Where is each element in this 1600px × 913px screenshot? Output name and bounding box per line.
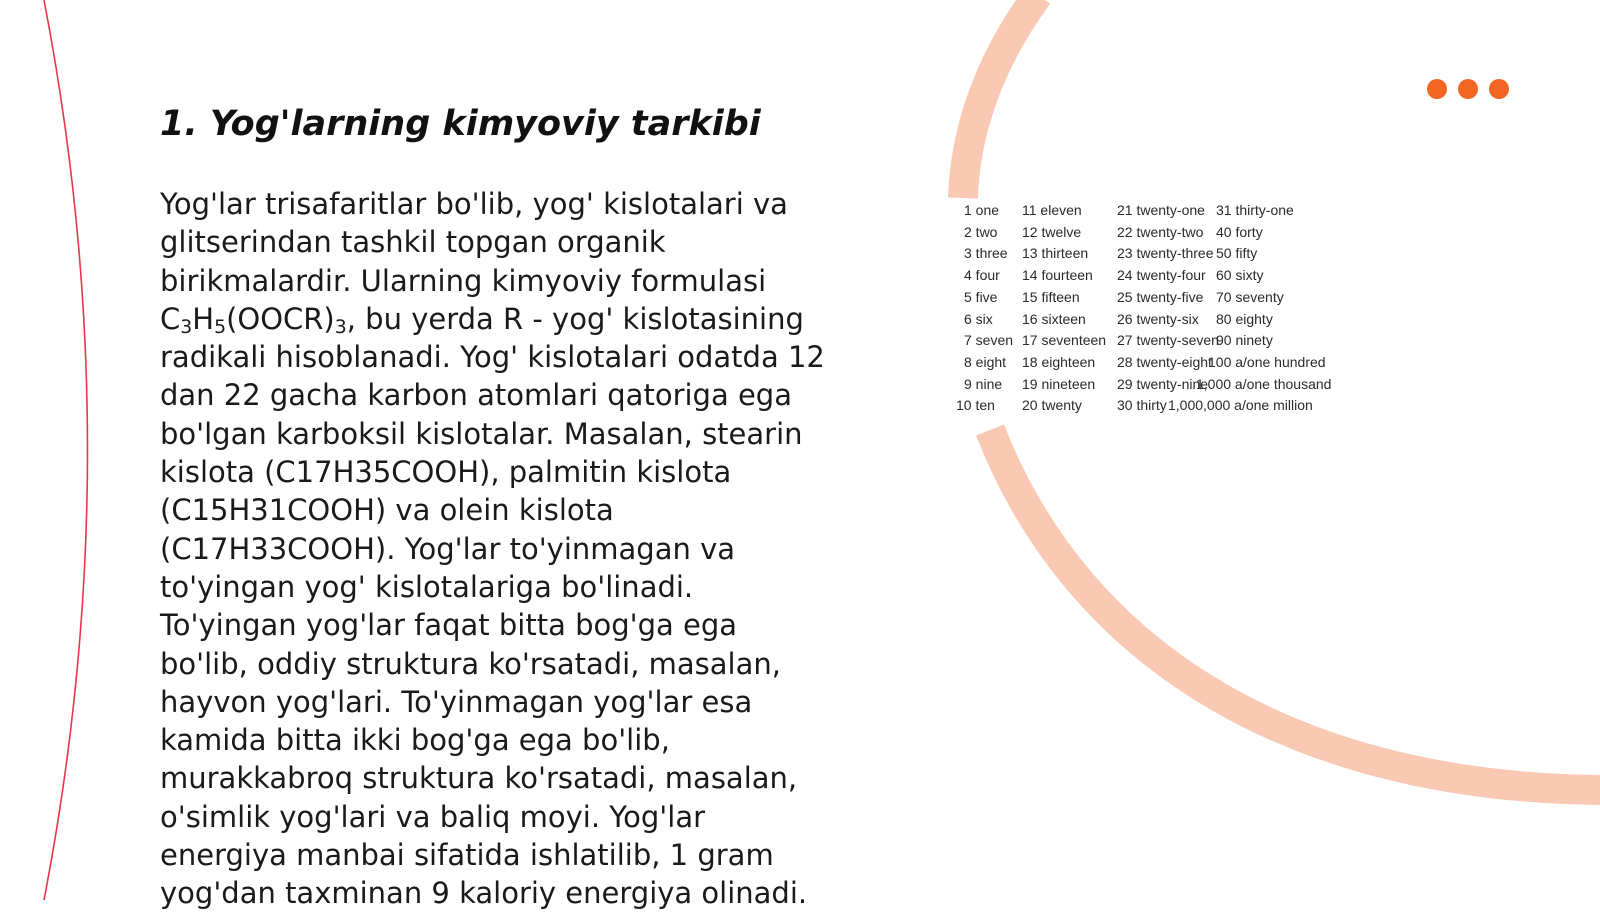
chemical-formula: $C_3H_5(OOCR)_3$ <box>160 301 347 338</box>
number-cell: 16 sixteen <box>1022 310 1086 327</box>
number-cell: 29 twenty-nine <box>1117 375 1209 392</box>
number-words-table-image <box>956 200 1434 425</box>
number-cell: 40 forty <box>1216 223 1263 240</box>
number-cell: 7 seven <box>964 332 1014 349</box>
number-cell: 2 two <box>964 223 998 240</box>
orange-arc-upper <box>963 0 1038 198</box>
number-cell: 19 nineteen <box>1022 375 1096 392</box>
dot-1 <box>1427 79 1447 99</box>
number-cell: 100 a/one hundred <box>1208 353 1326 370</box>
dot-3 <box>1489 79 1509 99</box>
number-cell: 30 thirty <box>1117 397 1167 414</box>
number-cell: 21 twenty-one <box>1117 202 1205 218</box>
number-cell: 50 fifty <box>1216 245 1258 262</box>
number-cell: 28 twenty-eight <box>1117 353 1212 370</box>
number-cell: 1 one <box>964 202 1000 218</box>
slide-body-text <box>160 185 830 913</box>
orange-arc-lower <box>990 430 1600 790</box>
number-cell: 1,000,000 a/one million <box>1168 397 1313 414</box>
number-cell: 9 nine <box>964 375 1003 392</box>
number-cell: 26 twenty-six <box>1117 310 1199 327</box>
number-cell: 4 four <box>964 267 1000 284</box>
number-cell: 90 ninety <box>1216 332 1273 349</box>
number-cell: 18 eighteen <box>1022 353 1096 370</box>
body-text-part-1: Yog'lar trisafaritlar bo'lib, yog' kislotalari va glitserindan tashkil topgan organik birikmalardir. Ularning kimyoviy formulasi <box>160 187 788 298</box>
number-cell: 80 eighty <box>1216 310 1273 327</box>
number-cell: 60 sixty <box>1216 267 1264 284</box>
number-cell: 20 twenty <box>1022 397 1082 414</box>
slide-title: 1. Yog'larning kimyoviy tarkibi <box>160 104 761 144</box>
dot-2 <box>1458 79 1478 99</box>
number-cell: 10 ten <box>956 397 995 414</box>
number-cell: 23 twenty-three <box>1117 245 1214 262</box>
number-cell: 1,000 a/one thousand <box>1196 375 1332 392</box>
number-cell: 5 five <box>964 288 998 305</box>
number-cell: 11 eleven <box>1022 202 1082 218</box>
number-cell: 17 seventeen <box>1022 332 1107 349</box>
number-cell: 3 three <box>964 245 1008 262</box>
number-cell: 25 twenty-five <box>1117 288 1204 305</box>
number-cell: 8 eight <box>964 353 1007 370</box>
number-cell: 31 thirty-one <box>1216 202 1294 218</box>
number-cell: 27 twenty-seven <box>1117 332 1219 349</box>
number-cell: 24 twenty-four <box>1117 267 1206 284</box>
number-cell: 6 six <box>964 310 993 327</box>
number-cell: 14 fourteen <box>1022 267 1093 284</box>
body-text-part-2: , bu yerda R - yog' kislotasining radikali hisoblanadi. Yog' kislotalari odatda 12 dan 22 gacha karbon atomlari qatoriga ega bo'lgan karboksil kislotalar. Masalan, stearin kislota (C17H35COOH), palmitin kislota (C15H31COOH) va olein kislota (C17H33COOH). Yog'lar to'yinmagan va to'yingan yog' kislotalariga bo'linadi. To'yingan yog'lar faqat bitta bog'ga ega bo'lib, oddiy struktura ko'rsatadi, masalan, hayvon yog'lari. To'yinmagan yog'lar esa kamida bitta ikki bog'ga ega bo'lib, murakkabroq struktura ko'rsatadi, masalan, o'simlik yog'lari va baliq moyi. Yog'lar energiya manbai sifatida ishlatilib, 1 gram yog'dan taxminan 9 kaloriy energiya olinadi. <box>160 301 825 911</box>
number-cell: 12 twelve <box>1022 223 1082 240</box>
left-red-curve <box>44 0 88 900</box>
number-cell: 13 thirteen <box>1022 245 1089 262</box>
number-cell: 70 seventy <box>1216 288 1284 305</box>
number-cell: 15 fifteen <box>1022 288 1080 305</box>
number-cell: 22 twenty-two <box>1117 223 1204 240</box>
menu-dots <box>1427 79 1509 99</box>
